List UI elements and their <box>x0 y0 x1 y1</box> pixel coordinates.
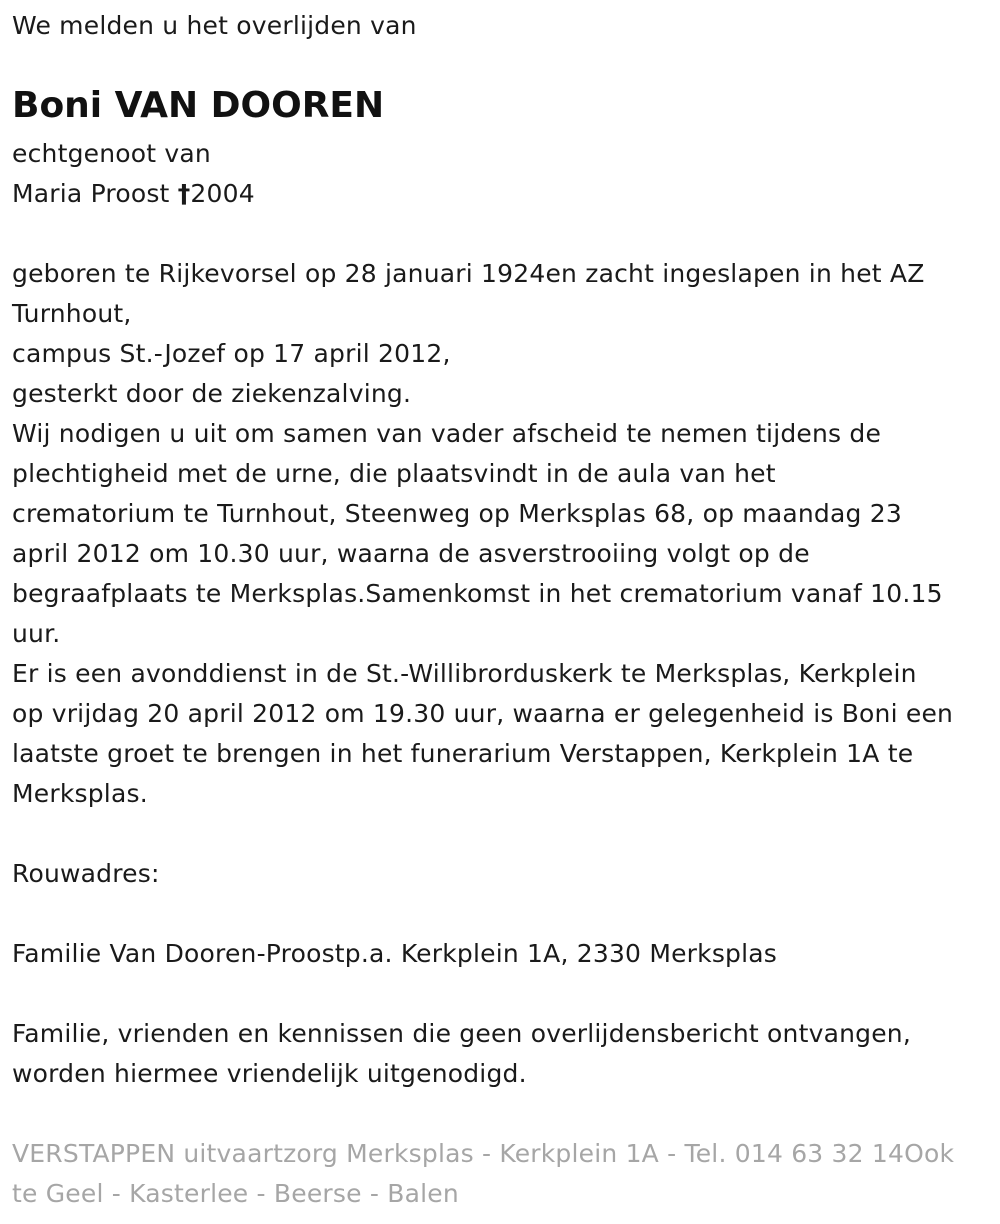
body-line: Wij nodigen u uit om samen van vader afscheid te nemen tijdens de <box>12 419 882 448</box>
announcement-body <box>12 254 953 814</box>
funeral-home-footer <box>12 1134 954 1214</box>
invite-line: worden hiermee vriendelijk uitgenodigd. <box>12 1059 527 1088</box>
body-line: laatste groet te brengen in het funerarium Verstappen, Kerkplein 1A te <box>12 739 914 768</box>
footer-line: te Geel - Kasterlee - Beerse - Balen <box>12 1179 459 1208</box>
body-line: geboren te Rijkevorsel op 28 januari 1924en zacht ingeslapen in het AZ <box>12 259 925 288</box>
invitation-note <box>12 1014 911 1094</box>
body-line: Er is een avonddienst in de St.-Willibrorduskerk te Merksplas, Kerkplein <box>12 659 917 688</box>
cross-icon: † <box>177 179 191 208</box>
body-line: plechtigheid met de urne, die plaatsvindt in de aula van het <box>12 459 776 488</box>
invite-line: Familie, vrienden en kennissen die geen overlijdensbericht ontvangen, <box>12 1019 911 1048</box>
intro-text: We melden u het overlijden van <box>12 11 417 40</box>
spouse-line <box>12 174 255 214</box>
body-line: gesterkt door de ziekenzalving. <box>12 379 412 408</box>
body-line: campus St.-Jozef op 17 april 2012, <box>12 339 451 368</box>
spouse-name: Maria Proost <box>12 179 178 208</box>
deceased-name: Boni VAN DOOREN <box>12 85 385 126</box>
body-line: april 2012 om 10.30 uur, waarna de asverstrooiing volgt op de <box>12 539 810 568</box>
spouse-relation: echtgenoot van <box>12 139 211 168</box>
body-line: begraafplaats te Merksplas.Samenkomst in het crematorium vanaf 10.15 <box>12 579 943 608</box>
body-line: Turnhout, <box>12 299 132 328</box>
mourning-address-label: Rouwadres: <box>12 859 160 888</box>
footer-line: VERSTAPPEN uitvaartzorg Merksplas - Kerkplein 1A - Tel. 014 63 32 14Ook <box>12 1139 955 1168</box>
mourning-address: Familie Van Dooren-Proostp.a. Kerkplein 1A, 2330 Merksplas <box>12 939 778 968</box>
spouse-block <box>12 134 255 214</box>
body-line: uur. <box>12 619 61 648</box>
body-line: op vrijdag 20 april 2012 om 19.30 uur, waarna er gelegenheid is Boni een <box>12 699 954 728</box>
body-line: Merksplas. <box>12 779 148 808</box>
body-line: crematorium te Turnhout, Steenweg op Merksplas 68, op maandag 23 <box>12 499 902 528</box>
spouse-death-year: 2004 <box>190 179 255 208</box>
